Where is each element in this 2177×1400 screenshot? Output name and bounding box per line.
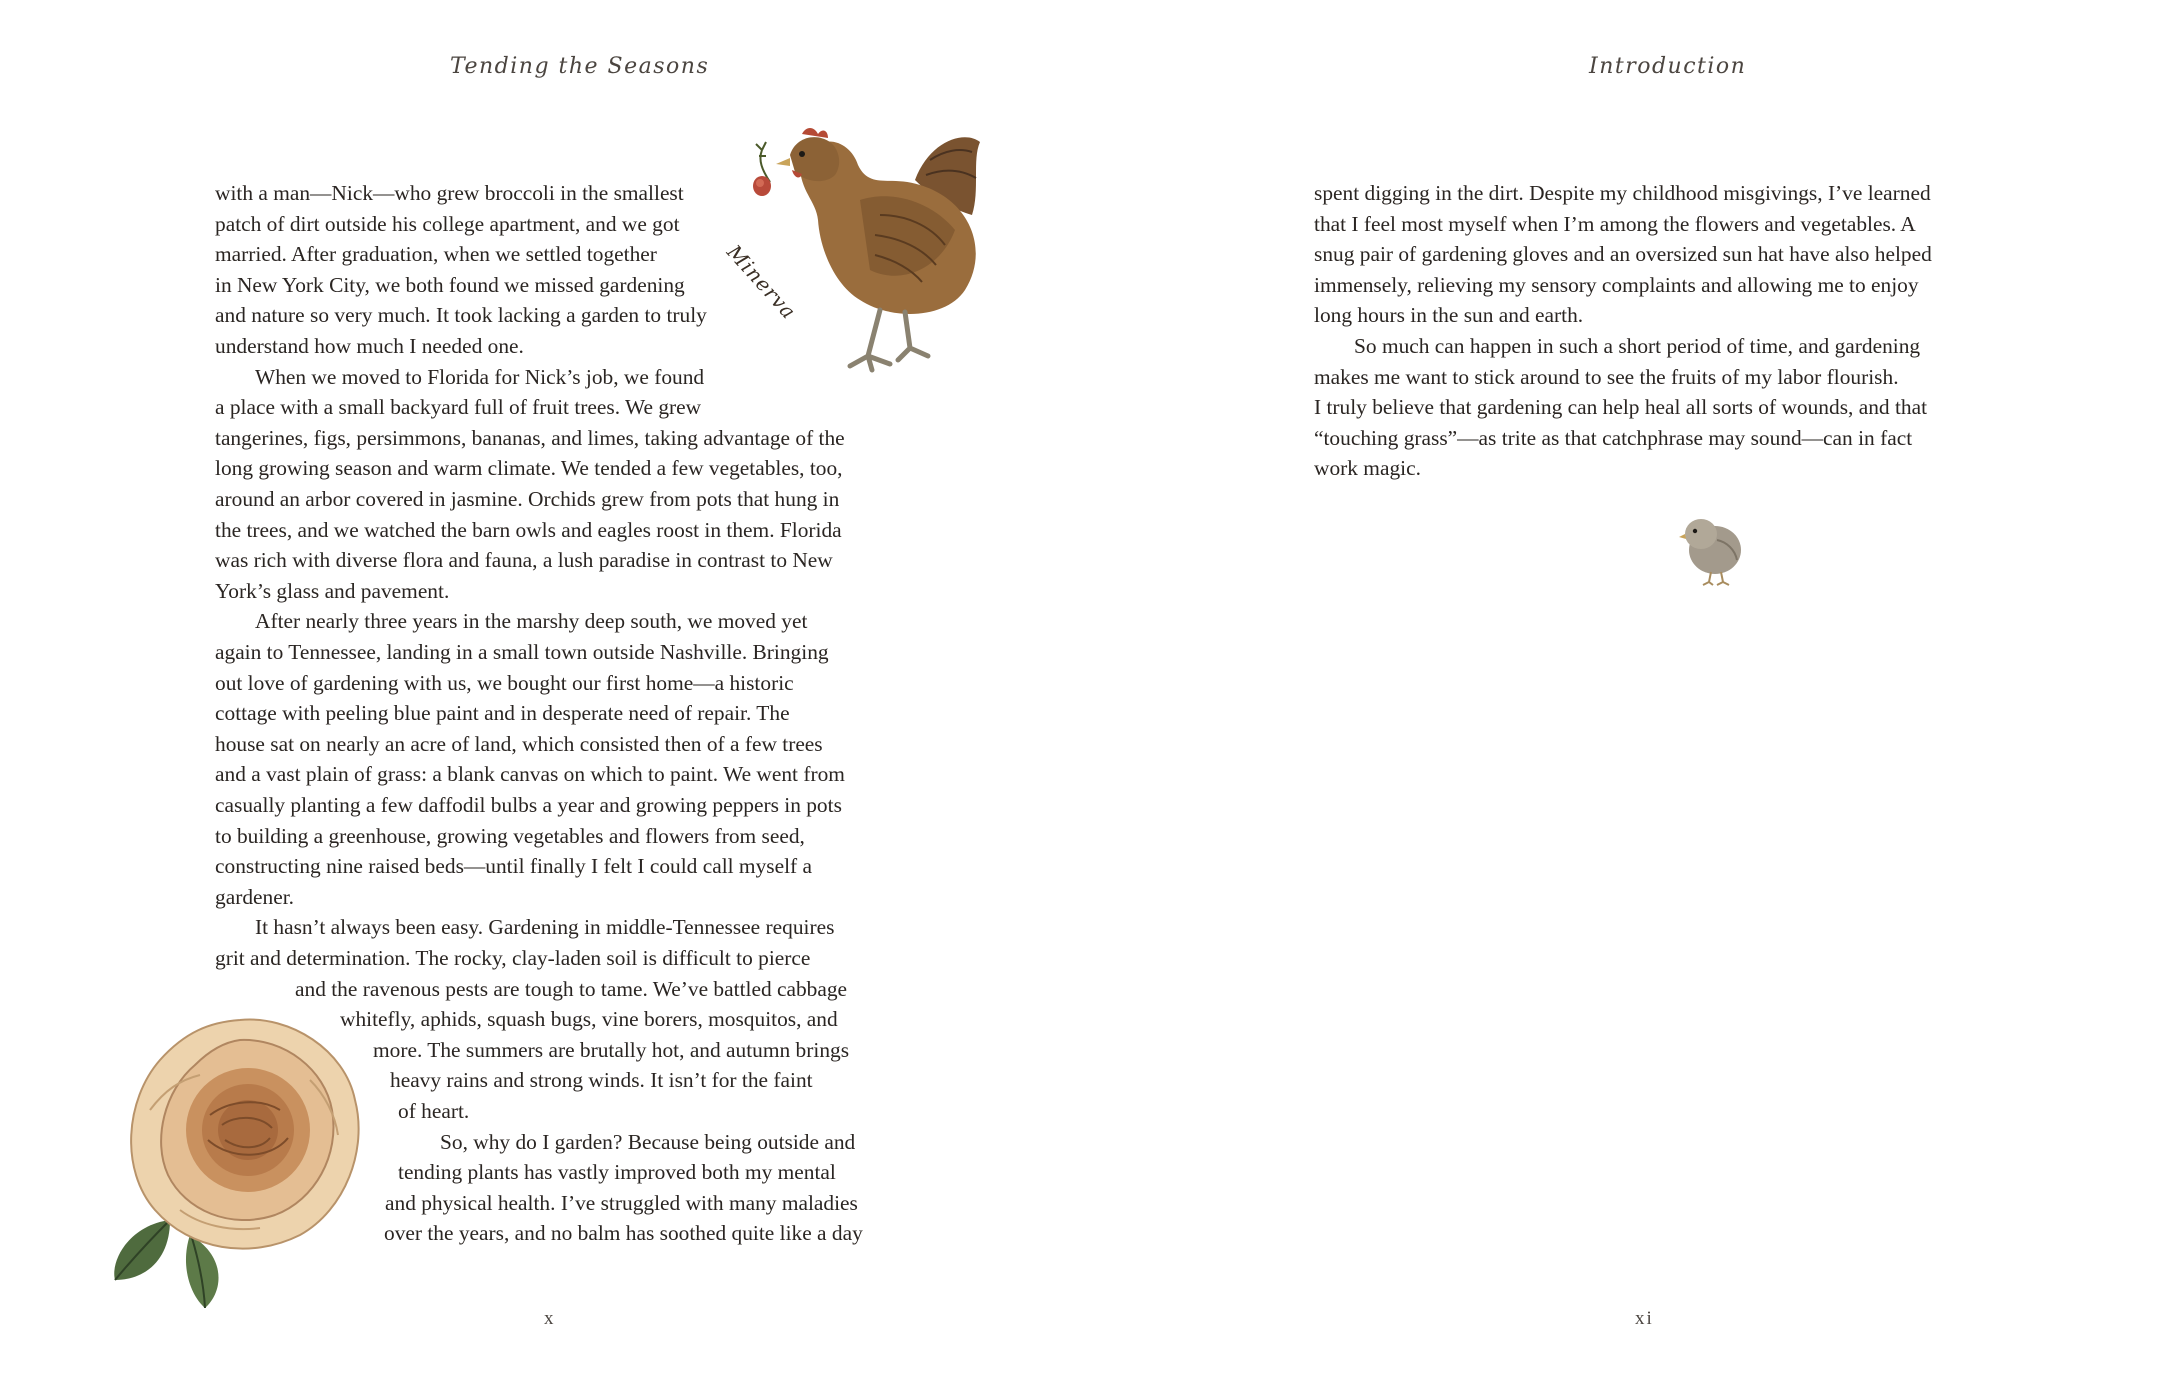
text-line: immensely, relieving my sensory complaints and allowing me to enjoy — [1314, 272, 1919, 297]
text-line: whitefly, aphids, squash bugs, vine borers, mosquitos, and — [340, 1007, 838, 1032]
text-line: more. The summers are brutally hot, and autumn brings — [373, 1037, 850, 1062]
text-line: heavy rains and strong winds. It isn’t for the faint — [390, 1068, 813, 1093]
text-line: spent digging in the dirt. Despite my childhood misgivings, I’ve learned — [1314, 181, 1931, 205]
text-line: I truly believe that gardening can help heal all sorts of wounds, and that — [1314, 395, 1928, 420]
chick-illustration — [1677, 510, 1747, 586]
running-head: Tending the Seasons — [450, 54, 710, 79]
text-line: tangerines, figs, persimmons, bananas, and limes, taking advantage of the — [215, 425, 845, 450]
text-line: and nature so very much. It took lacking a garden to truly — [215, 303, 707, 328]
text-line: It hasn’t always been easy. Gardening in middle-Tennessee requires — [255, 915, 835, 940]
text-line: long hours in the sun and earth. — [1314, 303, 1584, 328]
text-line: “touching grass”—as trite as that catchphrase may sound—can in fact — [1314, 425, 1913, 450]
text-line: in New York City, we both found we missed gardening — [215, 272, 685, 297]
text-line: around an arbor covered in jasmine. Orchids grew from pots that hung in — [215, 487, 840, 511]
text-line: house sat on nearly an acre of land, which consisted then of a few trees — [215, 731, 823, 756]
text-line: constructing nine raised beds—until finally I felt I could call myself a — [215, 854, 812, 879]
text-line: York’s glass and pavement. — [215, 578, 450, 603]
text-line: and the ravenous pests are tough to tame. We’ve battled cabbage — [295, 976, 848, 1001]
right-page — [1089, 0, 2177, 1400]
text-line: out love of gardening with us, we bought our first home—a historic — [215, 670, 794, 695]
page-number: x — [544, 1308, 556, 1329]
text-line: gardener. — [215, 884, 294, 909]
text-line: cottage with peeling blue paint and in desperate need of repair. The — [215, 701, 790, 726]
rose-illustration — [110, 1010, 370, 1310]
text-line: the trees, and we watched the barn owls and eagles roost in them. Florida — [215, 517, 842, 542]
text-line: work magic. — [1314, 456, 1421, 481]
text-line: and a vast plain of grass: a blank canvas on which to paint. We went from — [215, 762, 845, 787]
text-line: again to Tennessee, landing in a small town outside Nashville. Bringing — [215, 640, 829, 664]
text-line: casually planting a few daffodil bulbs a year and growing peppers in pots — [215, 793, 842, 817]
text-line: patch of dirt outside his college apartment, and we got — [215, 211, 680, 236]
hen-name-label: Minerva — [722, 240, 802, 324]
text-line: of heart. — [398, 1099, 470, 1123]
text-line: makes me want to stick around to see the fruits of my labor flourish. — [1314, 364, 1899, 389]
text-line: So much can happen in such a short period of time, and gardening — [1354, 334, 1921, 358]
hen-illustration — [740, 120, 1000, 380]
text-line: After nearly three years in the marshy deep south, we moved yet — [255, 609, 808, 634]
text-line: grit and determination. The rocky, clay-laden soil is difficult to pierce — [215, 946, 811, 970]
text-line: over the years, and no balm has soothed quite like a day — [384, 1221, 863, 1246]
text-line: When we moved to Florida for Nick’s job, we found — [255, 364, 705, 389]
text-line: tending plants has vastly improved both my mental — [398, 1160, 836, 1185]
text-line: was rich with diverse flora and fauna, a lush paradise in contrast to New — [215, 548, 833, 573]
text-line: a place with a small backyard full of fruit trees. We grew — [215, 395, 702, 420]
text-line: married. After graduation, when we settled together — [215, 242, 657, 267]
text-line: that I feel most myself when I’m among the flowers and vegetables. A — [1314, 211, 1916, 236]
page-number: xi — [1635, 1308, 1654, 1329]
text-line: to building a greenhouse, growing vegetables and flowers from seed, — [215, 823, 805, 848]
text-line: understand how much I needed one. — [215, 334, 524, 358]
text-line: snug pair of gardening gloves and an oversized sun hat have also helped — [1314, 242, 1932, 267]
left-page — [0, 0, 1088, 1400]
running-head: Introduction — [1589, 54, 1747, 79]
text-line: So, why do I garden? Because being outside and — [440, 1129, 856, 1154]
text-line: with a man—Nick—who grew broccoli in the smallest — [215, 181, 684, 205]
text-line: and physical health. I’ve struggled with many maladies — [385, 1190, 858, 1215]
text-line: long growing season and warm climate. We tended a few vegetables, too, — [215, 456, 843, 481]
